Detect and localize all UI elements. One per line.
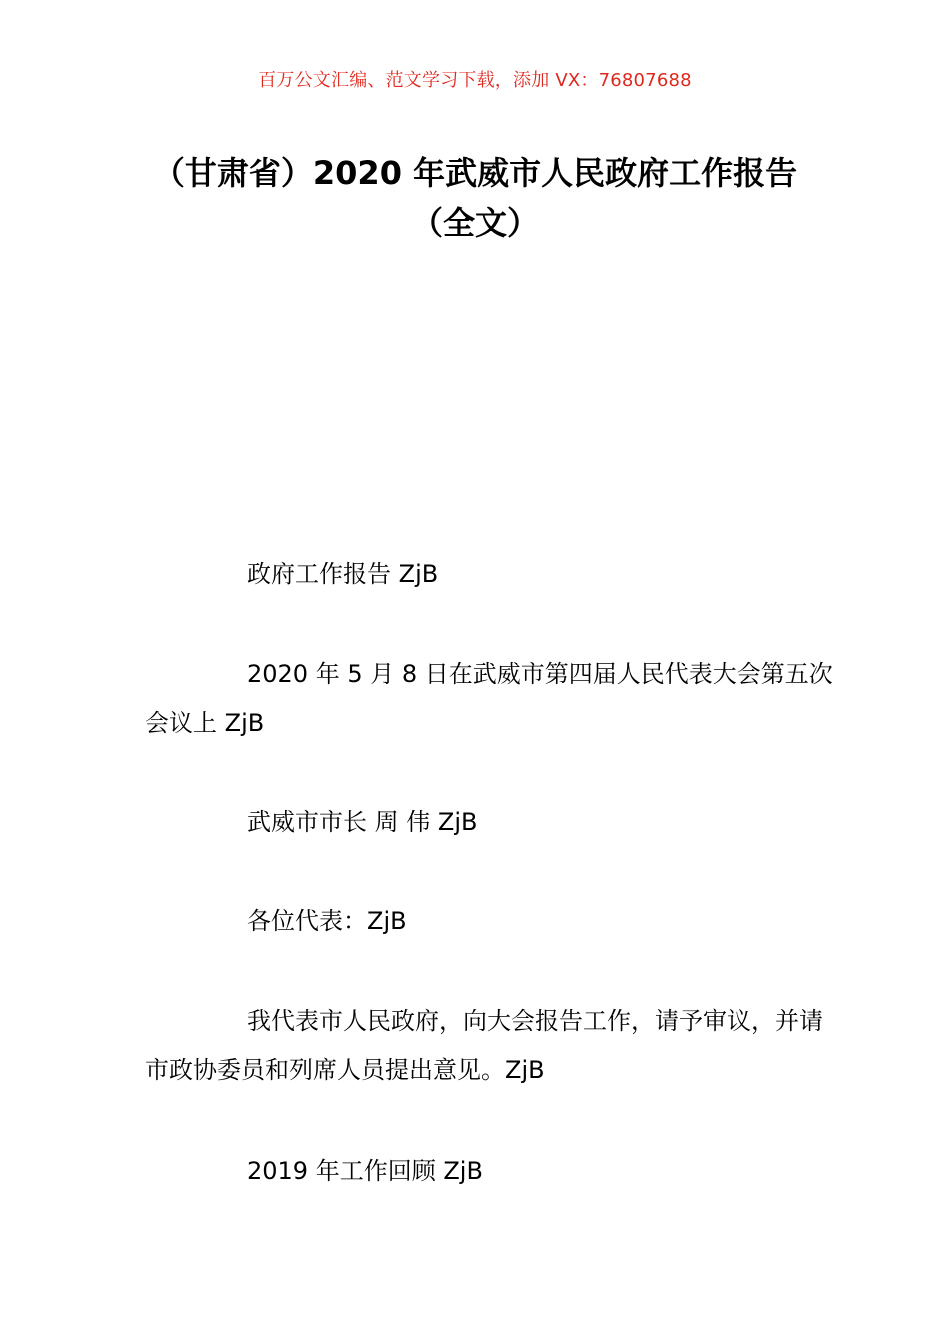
document-title: （甘肃省）2020 年武威市人民政府工作报告（全文） [152, 154, 798, 242]
header-watermark-note: 百万公文汇编、范文学习下载，添加 VX：76807688 [258, 70, 692, 91]
paragraph-report-name: 政府工作报告 ZjB [247, 560, 439, 588]
paragraph-speaker: 武威市市长 周 伟 ZjB [247, 808, 478, 836]
paragraph-section-heading: 2019 年工作回顾 ZjB [247, 1157, 483, 1185]
paragraph-intro: 我代表市人民政府，向大会报告工作，请予审议，并请市政协委员和列席人员提出意见。ZjB [145, 1007, 823, 1084]
paragraph-meeting-date: 2020 年 5 月 8 日在武威市第四届人民代表大会第五次会议上 ZjB [145, 660, 833, 737]
paragraph-salutation: 各位代表：ZjB [247, 907, 407, 935]
